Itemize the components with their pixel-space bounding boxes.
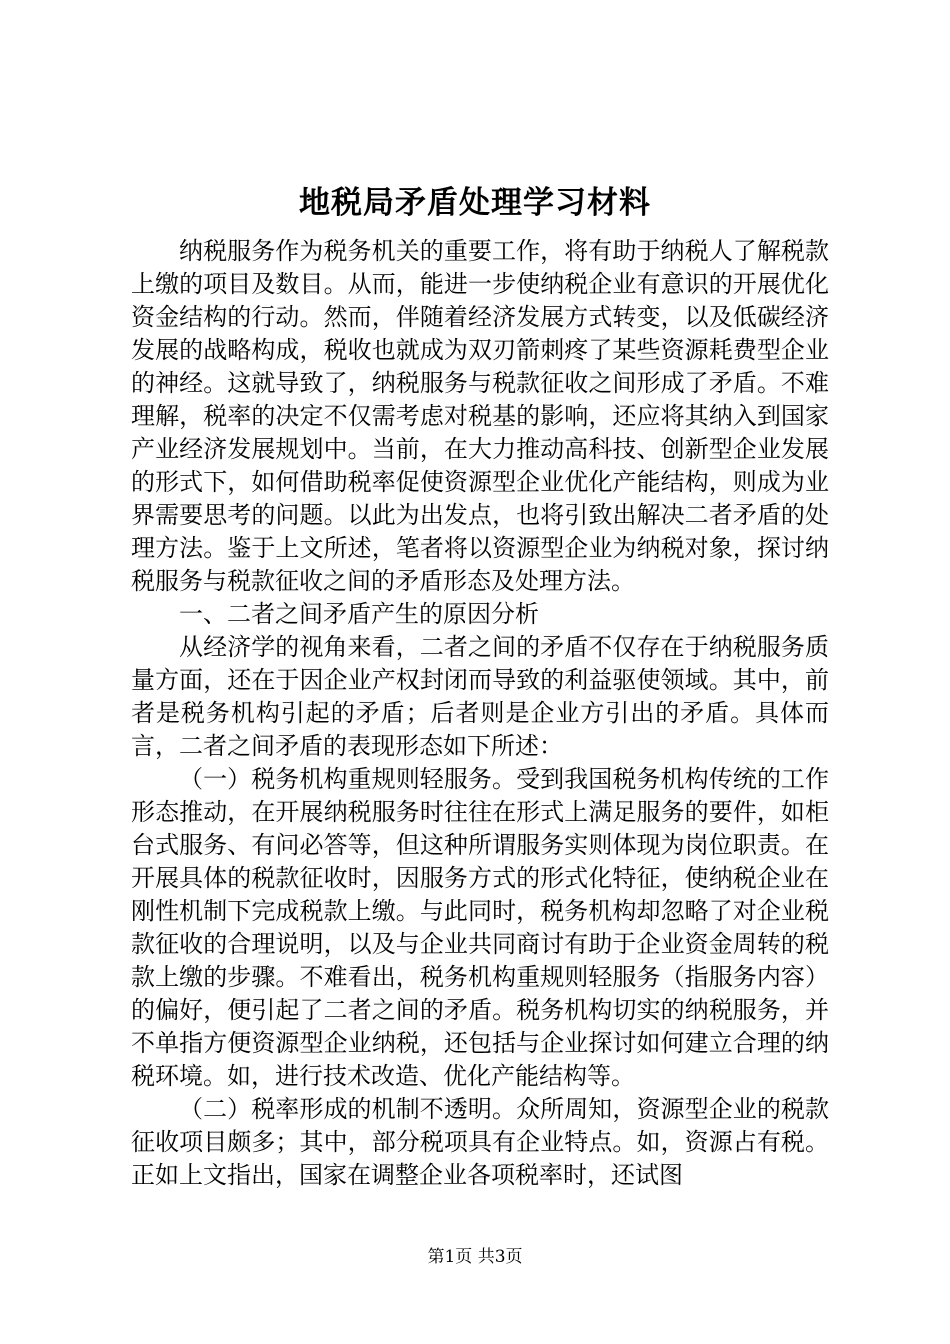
paragraph-intro: 纳税服务作为税务机关的重要工作，将有助于纳税人了解税款上缴的项目及数目。从而，能进一步使纳税企业有意识的开展优化资金结构的行动。然而，伴随着经济发展方式转变，以及低碳经济发展的战略构成，税收也就成为双刃箭刺疼了某些资源耗费型企业的神经。这就导致了，纳税服务与税款征收之间形成了矛盾。不难理解，税率的决定不仅需考虑对税基的影响，还应将其纳入到国家产业经济发展规划中。当前，在大力推动高科技、创新型企业发展的形式下，如何借助税率促使资源型企业优化产能结构，则成为业界需要思考的问题。以此为出发点，也将引致出解决二者矛盾的处理方法。鉴于上文所述，笔者将以资源型企业为纳税对象，探讨纳税服务与税款征收之间的矛盾形态及处理方法。 bbox=[131, 237, 829, 595]
paragraph-subsection-2: （二）税率形成的机制不透明。众所周知，资源型企业的税款征收项目颇多；其中，部分税项具有企业特点。如，资源占有税。正如上文指出，国家在调整企业各项税率时，还试图 bbox=[131, 1095, 829, 1189]
page-footer: 第1页 共3页 bbox=[427, 1247, 523, 1267]
document-title: 地税局矛盾处理学习材料 bbox=[299, 185, 651, 221]
section-heading-1: 一、二者之间矛盾产生的原因分析 bbox=[179, 600, 539, 628]
paragraph-analysis: 从经济学的视角来看，二者之间的矛盾不仅存在于纳税服务质量方面，还在于因企业产权封闭而导致的利益驱使领域。其中，前者是税务机构引起的矛盾；后者则是企业方引出的矛盾。具体而言，二者之间矛盾的表现形态如下所述： bbox=[131, 633, 829, 760]
document-body bbox=[131, 235, 829, 1192]
paragraph-subsection-1: （一）税务机构重规则轻服务。受到我国税务机构传统的工作形态推动，在开展纳税服务时往往在形式上满足服务的要件，如柜台式服务、有问必答等，但这种所谓服务实则体现为岗位职责。在开展具体的税款征收时，因服务方式的形式化特征，使纳税企业在刚性机制下完成税款上缴。与此同时，税务机构却忽略了对企业税款征收的合理说明，以及与企业共同商讨有助于企业资金周转的税款上缴的步骤。不难看出，税务机构重规则轻服务（指服务内容）的偏好，便引起了二者之间的矛盾。税务机构切实的纳税服务，并不单指方便资源型企业纳税，还包括与企业探讨如何建立合理的纳税环境。如，进行技术改造、优化产能结构等。 bbox=[131, 765, 829, 1090]
